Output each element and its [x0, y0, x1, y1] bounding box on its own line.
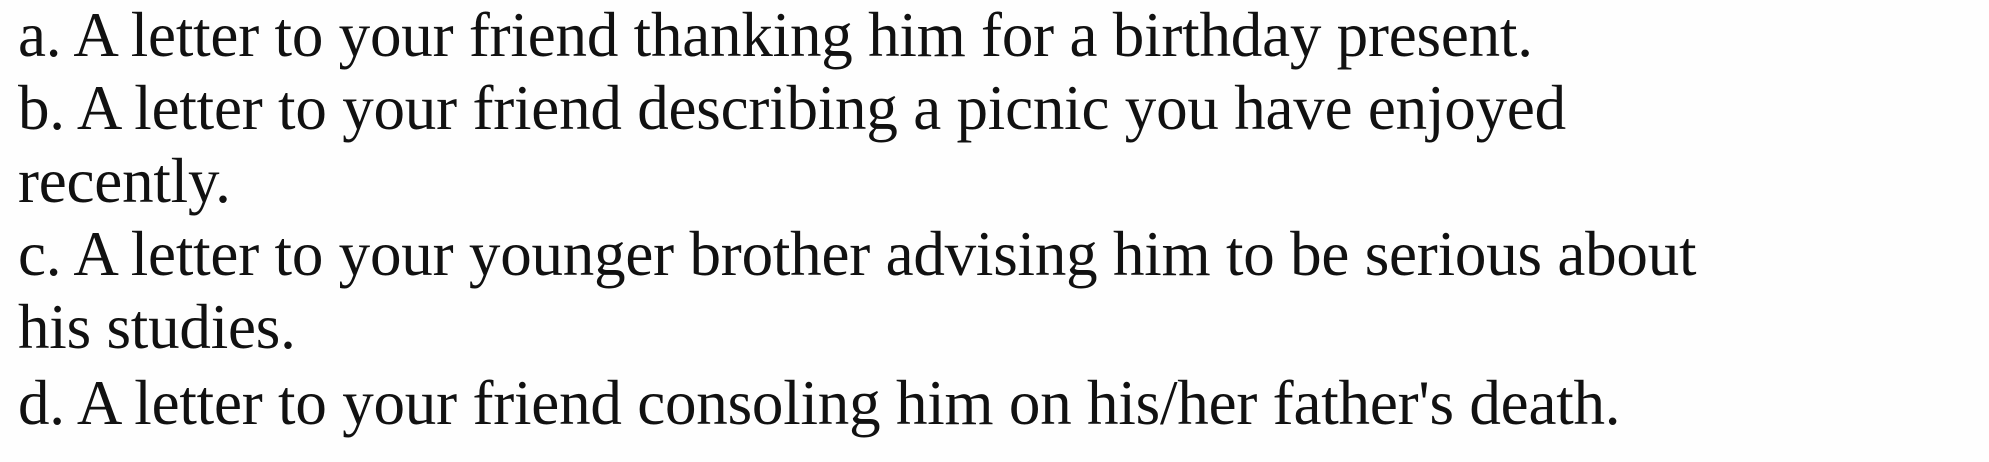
list-item-b-continuation: recently. — [18, 146, 231, 216]
list-item-a: a. A letter to your friend thanking him for a birthday present. — [18, 0, 1533, 70]
list-item-c-continuation: his studies. — [18, 292, 296, 362]
list-item-b: b. A letter to your friend describing a picnic you have enjoyed — [18, 73, 1566, 143]
list-item-c: c. A letter to your younger brother advising him to be serious about — [18, 219, 1697, 289]
list-item-d: d. A letter to your friend consoling him on his/her father's death. — [18, 368, 1621, 438]
